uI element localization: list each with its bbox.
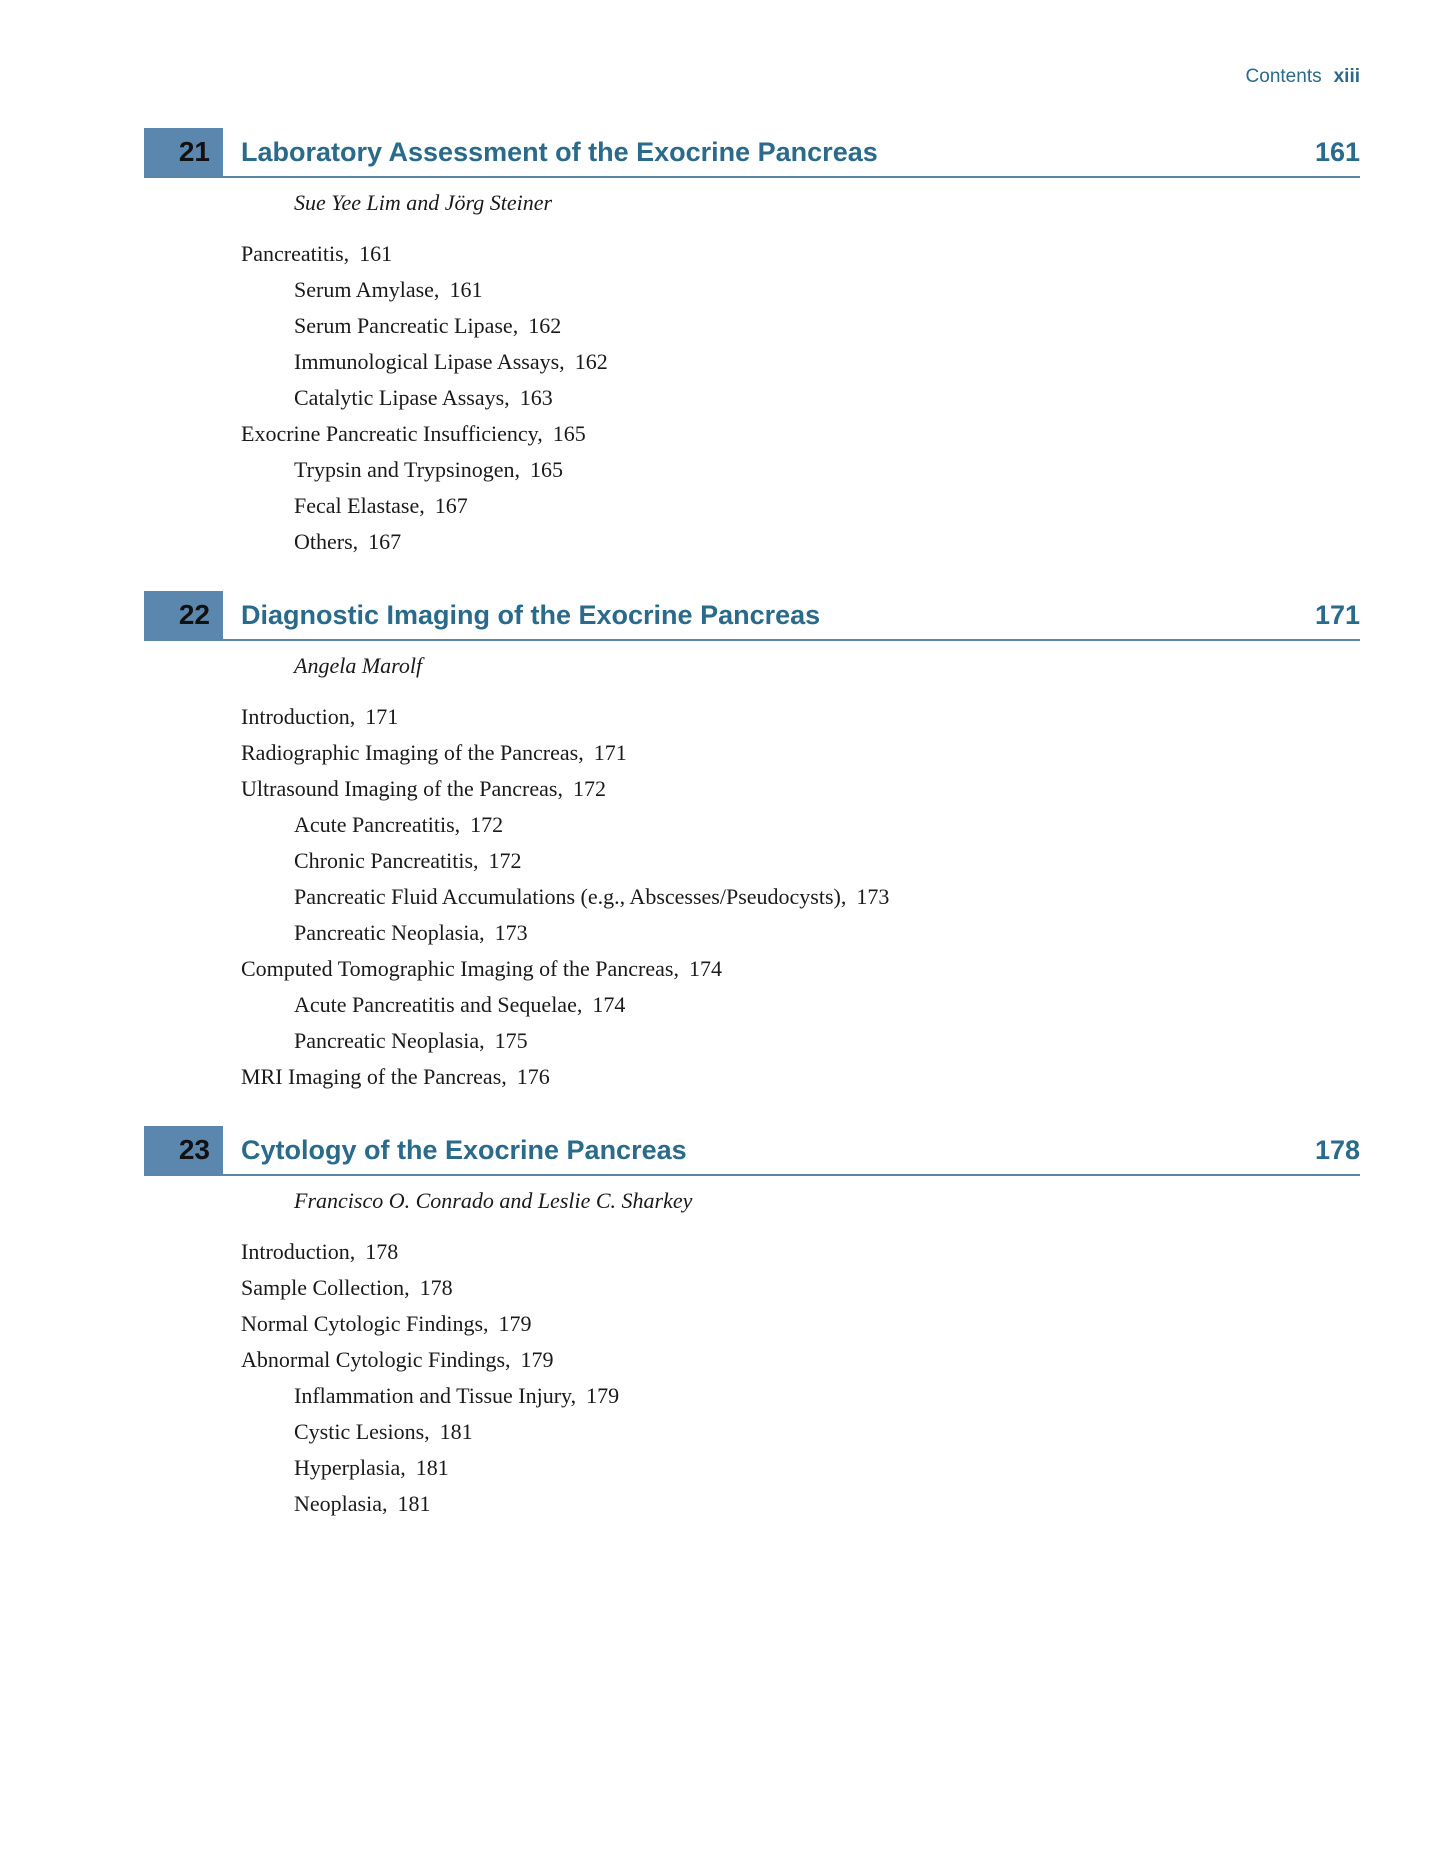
toc-subentry[interactable] xyxy=(144,452,1360,488)
toc-entry-page: 171 xyxy=(593,740,627,765)
toc-subentry[interactable] xyxy=(144,1378,1360,1414)
toc-entry[interactable] xyxy=(144,951,1360,987)
running-head-page-number: xiii xyxy=(1333,66,1360,87)
toc-entry-page: 172 xyxy=(470,812,504,837)
toc-entry-page: 178 xyxy=(419,1275,453,1300)
toc-entry[interactable] xyxy=(144,699,1360,735)
toc-entry[interactable] xyxy=(144,1342,1360,1378)
toc-entry-page: 162 xyxy=(574,349,608,374)
chapter-page-number: 178 xyxy=(1314,1135,1360,1165)
chapter-title[interactable]: Laboratory Assessment of the Exocrine Pancreas xyxy=(241,137,878,167)
toc-entry[interactable] xyxy=(144,1306,1360,1342)
toc-subentry[interactable] xyxy=(144,488,1360,524)
toc-entry-title: Pancreatic Fluid Accumulations (e.g., Abscesses/Pseudocysts), xyxy=(294,884,847,909)
toc-entry-title: Hyperplasia, xyxy=(294,1455,406,1480)
toc-entry-page: 174 xyxy=(688,956,722,981)
toc-entry-list xyxy=(144,236,1360,560)
toc-subentry[interactable] xyxy=(144,524,1360,560)
toc-entry-title: Inflammation and Tissue Injury, xyxy=(294,1383,577,1408)
toc-entry-page: 161 xyxy=(449,277,483,302)
toc-entry-title: Catalytic Lipase Assays, xyxy=(294,385,510,410)
toc-subentry[interactable] xyxy=(144,1450,1360,1486)
toc-subentry[interactable] xyxy=(144,344,1360,380)
toc-entry-page: 179 xyxy=(498,1311,532,1336)
chapter-number-box: 23 xyxy=(144,1126,223,1174)
toc-entry-page: 174 xyxy=(592,992,626,1017)
toc-entry[interactable] xyxy=(144,416,1360,452)
toc-entry-title: Pancreatic Neoplasia, xyxy=(294,920,485,945)
toc-entry-title: Serum Pancreatic Lipase, xyxy=(294,313,519,338)
running-head-section: Contents xyxy=(1245,66,1322,87)
toc-entry-page: 181 xyxy=(415,1455,449,1480)
toc-entry-title: Ultrasound Imaging of the Pancreas, xyxy=(241,776,563,801)
toc-subentry[interactable] xyxy=(144,1023,1360,1059)
toc-entry-title: Normal Cytologic Findings, xyxy=(241,1311,489,1336)
toc-entry-page: 181 xyxy=(439,1419,473,1444)
chapter-title[interactable]: Cytology of the Exocrine Pancreas xyxy=(241,1135,687,1165)
toc-entry-page: 167 xyxy=(434,493,468,518)
chapter-header[interactable] xyxy=(144,1126,1360,1176)
toc-entry-title: Computed Tomographic Imaging of the Pancreas, xyxy=(241,956,679,981)
toc-entry-list xyxy=(144,699,1360,1095)
toc-subentry[interactable] xyxy=(144,1486,1360,1522)
chapter-21 xyxy=(144,128,1360,560)
chapter-number-box: 22 xyxy=(144,591,223,639)
toc-entry-title: Fecal Elastase, xyxy=(294,493,425,518)
chapter-title[interactable]: Diagnostic Imaging of the Exocrine Pancreas xyxy=(241,600,821,630)
toc-entry[interactable] xyxy=(144,236,1360,272)
toc-entry-title: Introduction, xyxy=(241,1239,356,1264)
toc-entry-title: Trypsin and Trypsinogen, xyxy=(294,457,520,482)
toc-entry-title: Acute Pancreatitis and Sequelae, xyxy=(294,992,583,1017)
toc-subentry[interactable] xyxy=(144,807,1360,843)
toc-entry-page: 179 xyxy=(586,1383,620,1408)
toc-entry-title: Pancreatic Neoplasia, xyxy=(294,1028,485,1053)
toc-entry-title: MRI Imaging of the Pancreas, xyxy=(241,1064,507,1089)
toc-entry-page: 163 xyxy=(519,385,553,410)
chapter-authors: Francisco O. Conrado and Leslie C. Sharkey xyxy=(294,1188,693,1213)
toc-entry-title: Acute Pancreatitis, xyxy=(294,812,461,837)
toc-subentry[interactable] xyxy=(144,879,1360,915)
toc-subentry[interactable] xyxy=(144,915,1360,951)
toc-entry-title: Chronic Pancreatitis, xyxy=(294,848,479,873)
toc-entry-page: 175 xyxy=(494,1028,528,1053)
toc-entry-page: 178 xyxy=(365,1239,399,1264)
chapter-22 xyxy=(144,591,1360,1095)
toc-entry-title: Exocrine Pancreatic Insufficiency, xyxy=(241,421,543,446)
toc-entry-title: Abnormal Cytologic Findings, xyxy=(241,1347,511,1372)
toc-entry-page: 165 xyxy=(552,421,586,446)
toc-entry[interactable] xyxy=(144,735,1360,771)
toc-entry-page: 172 xyxy=(488,848,522,873)
toc-entry-page: 176 xyxy=(516,1064,550,1089)
toc-subentry[interactable] xyxy=(144,987,1360,1023)
toc-entry[interactable] xyxy=(144,771,1360,807)
chapter-header[interactable] xyxy=(144,591,1360,641)
toc-subentry[interactable] xyxy=(144,308,1360,344)
chapter-number-box: 21 xyxy=(144,128,223,176)
toc-subentry[interactable] xyxy=(144,843,1360,879)
toc-subentry[interactable] xyxy=(144,380,1360,416)
chapter-23 xyxy=(144,1126,1360,1522)
toc-entry[interactable] xyxy=(144,1234,1360,1270)
running-head xyxy=(1246,66,1360,88)
chapter-authors: Sue Yee Lim and Jörg Steiner xyxy=(294,190,553,215)
chapter-page-number: 161 xyxy=(1314,137,1360,167)
chapter-page-number: 171 xyxy=(1314,600,1360,630)
toc-entry-page: 181 xyxy=(397,1491,431,1516)
toc-entry-title: Pancreatitis, xyxy=(241,241,350,266)
toc-entry-title: Introduction, xyxy=(241,704,356,729)
toc-entry-page: 172 xyxy=(572,776,606,801)
toc-entry-title: Neoplasia, xyxy=(294,1491,388,1516)
toc-entry-title: Sample Collection, xyxy=(241,1275,410,1300)
toc-entry-page: 167 xyxy=(368,529,402,554)
toc-subentry[interactable] xyxy=(144,272,1360,308)
toc-entry-page: 162 xyxy=(528,313,562,338)
chapter-authors: Angela Marolf xyxy=(294,653,423,678)
chapter-header[interactable] xyxy=(144,128,1360,178)
toc-entry[interactable] xyxy=(144,1270,1360,1306)
toc-subentry[interactable] xyxy=(144,1414,1360,1450)
toc-entry-page: 161 xyxy=(359,241,393,266)
toc-entry-page: 173 xyxy=(856,884,890,909)
toc-entry-title: Others, xyxy=(294,529,359,554)
toc-entry-list xyxy=(144,1234,1360,1522)
toc-entry[interactable] xyxy=(144,1059,1360,1095)
toc-entry-page: 165 xyxy=(529,457,563,482)
toc-entry-page: 173 xyxy=(494,920,528,945)
toc-entry-page: 171 xyxy=(365,704,399,729)
toc-entry-page: 179 xyxy=(520,1347,554,1372)
toc-entry-title: Serum Amylase, xyxy=(294,277,440,302)
toc-entry-title: Immunological Lipase Assays, xyxy=(294,349,565,374)
toc-entry-title: Radiographic Imaging of the Pancreas, xyxy=(241,740,584,765)
toc-entry-title: Cystic Lesions, xyxy=(294,1419,430,1444)
